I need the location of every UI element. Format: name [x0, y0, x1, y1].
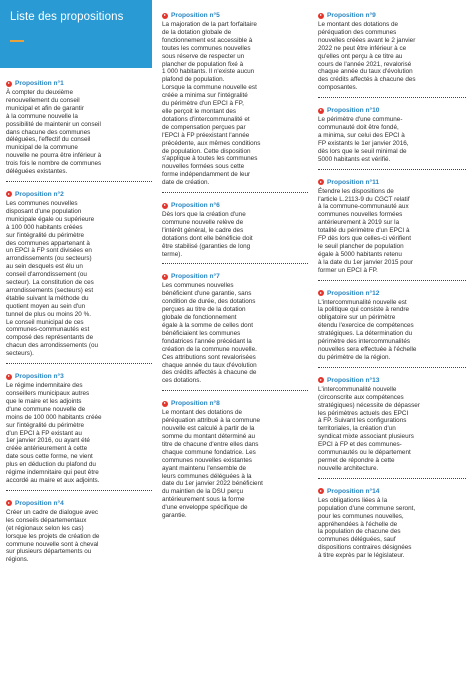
- dotted-separator: [162, 263, 308, 264]
- page-title: Liste des propositions: [10, 11, 124, 23]
- play-bullet-icon: [162, 274, 168, 280]
- proposition-label: Proposition n°8: [171, 400, 220, 408]
- play-bullet-icon: [318, 179, 324, 185]
- dotted-separator: [6, 490, 152, 491]
- proposition-label: Proposition n°12: [327, 289, 380, 297]
- dotted-separator: [318, 367, 466, 368]
- proposition-label: Proposition n°7: [171, 273, 220, 281]
- proposition-text: Le montant des dotations de péréquation des communes nouvelles créées avant le 2 janvier 2022 ne peut être inférieur à ce qu'elles ont perçu à ce titre au cours de l'année 2021, revalorisé chaque année du taux d'évolution des crédits affectés à chacune des composantes.: [318, 21, 416, 92]
- proposition-9: [318, 10, 466, 92]
- play-bullet-icon: [318, 108, 324, 114]
- play-bullet-icon: [6, 374, 12, 380]
- play-bullet-icon: [162, 13, 168, 19]
- play-bullet-icon: [318, 488, 324, 494]
- proposition-4: [6, 498, 152, 564]
- proposition-text: À compter du deuxième renouvellement du conseil municipal et afin de garantir à la commune nouvelle la possibilité de maintenir un conseil dans chacune des communes déléguées, l'effectif du conseil municipal de la commune nouvelle ne pourra être inférieur à trois fois le nombre de communes déléguées existantes.: [6, 89, 102, 176]
- dotted-separator: [162, 192, 308, 193]
- proposition-1: [6, 78, 152, 176]
- column-1: [6, 10, 152, 564]
- play-bullet-icon: [318, 377, 324, 383]
- proposition-3: [6, 371, 152, 485]
- column-2: [162, 10, 308, 520]
- proposition-text: L'intercommunalité nouvelle est la politique qui consiste à rendre obligatoire sur un périmètre étendu l'exercice de compétences stratégiques. La détermination du périmètre des intercommunalités nouvelles sera effectuée à l'échelle du périmètre de la région.: [318, 298, 417, 361]
- proposition-text: Le régime indemnitaire des conseillers municipaux autres que le maire et les adjoints d'une commune nouvelle de moins de 100 000 habitants créée sur l'intégralité du périmètre d'un EPCI à FP existant au 1er janvier 2016, ou ayant été créée antérieurement à cette date sous cette forme, ne vient plus en déduction du plafond du régime indemnitaire qui peut être accordé au maire et aux adjoints.: [6, 382, 102, 484]
- proposition-text: Créer un cadre de dialogue avec les conseils départementaux (et régionaux selon les cas) lorsque les projets de création de commune nouvelle sont à cheval sur plusieurs départements ou régions.: [6, 508, 100, 564]
- proposition-label: Proposition n°5: [171, 12, 220, 19]
- proposition-text: La majoration de la part forfaitaire de la dotation globale de fonctionnement est accessible à toutes les communes nouvelles sous réserve de respecter un plancher de population fixé à 1 000 habitants. Il n'existe aucun plafond de population. Lorsque la commune nouvelle est créée a minima sur l'intégralité du périmètre d'un EPCI à FP, elle perçoit le montant des dotations d'intercommunalité et de compensation perçues par l'EPCI à FP préexistant l'année précédente, aux mêmes conditions de population. Cette disposition s'applique à toutes les communes nouvelles formées sous cette forme indépendamment de leur date de création.: [162, 21, 261, 187]
- proposition-label: Proposition n°3: [15, 373, 64, 381]
- play-bullet-icon: [6, 191, 12, 197]
- play-bullet-icon: [162, 401, 168, 407]
- proposition-label: Proposition n°11: [327, 178, 380, 186]
- column-3: [318, 10, 466, 560]
- proposition-text: L'intercommunalité nouvelle (circonscrite aux compétences stratégiques) nécessite de dépasser les périmètres actuels des EPCI à FP. Suivant les configurations territoriales, la création d'un syndicat mixte associant plusieurs EPCI à FP et des communes- communautés ou le département permet de répondre à cette nouvelle architecture.: [318, 385, 420, 472]
- proposition-10: [318, 105, 466, 163]
- proposition-7: [162, 271, 308, 385]
- dotted-separator: [318, 280, 466, 281]
- proposition-label: Proposition n°13: [327, 376, 380, 384]
- proposition-2: [6, 189, 152, 358]
- title-accent-rule: [10, 40, 24, 42]
- proposition-label: Proposition n°10: [327, 107, 380, 115]
- proposition-label: Proposition n°6: [171, 202, 220, 210]
- proposition-14: [318, 486, 466, 560]
- play-bullet-icon: [318, 13, 324, 19]
- dotted-separator: [6, 363, 152, 364]
- play-bullet-icon: [6, 500, 12, 506]
- play-bullet-icon: [318, 290, 324, 296]
- proposition-13: [318, 375, 466, 473]
- proposition-text: Étendre les dispositions de l'article L.2113-9 du CGCT relatif à la commune-communauté aux communes nouvelles formées antérieurement à 2019 sur la totalité du périmètre d'un EPCI à FP dès lors que celles-ci vérifient le seuil plancher de population égale à 5000 habitants retenu à la date du 1er janvier 2015 pour former un EPCI à FP.: [318, 187, 413, 274]
- proposition-label: Proposition n°14: [327, 487, 380, 495]
- proposition-label: Proposition n°2: [15, 190, 64, 198]
- dotted-separator: [318, 97, 466, 98]
- proposition-label: Proposition n°4: [15, 499, 64, 507]
- dotted-separator: [162, 390, 308, 391]
- dotted-separator: [6, 181, 152, 182]
- title-banner: [0, 0, 152, 68]
- proposition-text: Le montant des dotations de péréquation attribué à la commune nouvelle est calculé à partir de la somme du montant déterminé au titre de chacune d'entre elles dans chaque commune fondatrice. Les communes nouvelles existantes ayant maintenu l'ensemble de leurs communes déléguées à la date du 1er janvier 2022 bénéficient du maintien de la DSU perçu antérieurement sous la forme d'une enveloppe spécifique de garantie.: [162, 409, 263, 520]
- proposition-11: [318, 177, 466, 275]
- proposition-text: Les obligations liées à la population d'une commune seront, pour les communes nouvelles, appréhendées à l'échelle de la population de chacune des communes déléguées, sauf dispositions contraires désignées à titre exprès par le législateur.: [318, 496, 416, 560]
- proposition-text: Les communes nouvelles disposant d'une population municipale égale ou supérieure à 100 000 habitants créées sur l'intégralité du périmètre des communes appartenant à un EPCI à FP sont divisées en arrondissements (ou secteurs) au sein desquels est élu un conseil d'arrondissement (ou secteur). La constitution de ces arrondissements (secteurs) est établie suivant la méthode du quotient moyen au sein d'un tunnel de plus ou moins 20 %. Le conseil municipal de ces communes-communautés est composé des représentants de chacun des arrondissements (ou secteurs).: [6, 199, 99, 358]
- proposition-12: [318, 288, 466, 362]
- proposition-text: Les communes nouvelles bénéficient d'une garantie, sans condition de durée, des dotations perçues au titre de la dotation globale de fonctionnement égale à la somme de celles dont bénéficiaient les communes fondatrices l'année précédant la création de la commune nouvelle. Ces attributions sont revalorisées chaque année du taux d'évolution des crédits affectés à chacune de ces dotations.: [162, 282, 257, 385]
- dotted-separator: [318, 478, 466, 479]
- proposition-label: Proposition n°9: [327, 12, 376, 19]
- play-bullet-icon: [162, 203, 168, 209]
- proposition-label: Proposition n°1: [15, 80, 64, 87]
- proposition-8: [162, 398, 308, 520]
- play-bullet-icon: [6, 81, 12, 87]
- proposition-text: Le périmètre d'une commune- communauté doit être fondé, a minima, sur celui des EPCI à FP existants le 1er janvier 2016, dès lors que le seuil minimal de 5000 habitants est vérifié.: [318, 116, 409, 163]
- proposition-6: [162, 200, 308, 258]
- proposition-5: [162, 10, 308, 187]
- proposition-text: Dès lors que la création d'une commune nouvelle relève de l'intérêt général, le cadre des dotations dont elle bénéficie doit être stabilisé (garanties de long terme).: [162, 211, 253, 258]
- dotted-separator: [318, 169, 466, 170]
